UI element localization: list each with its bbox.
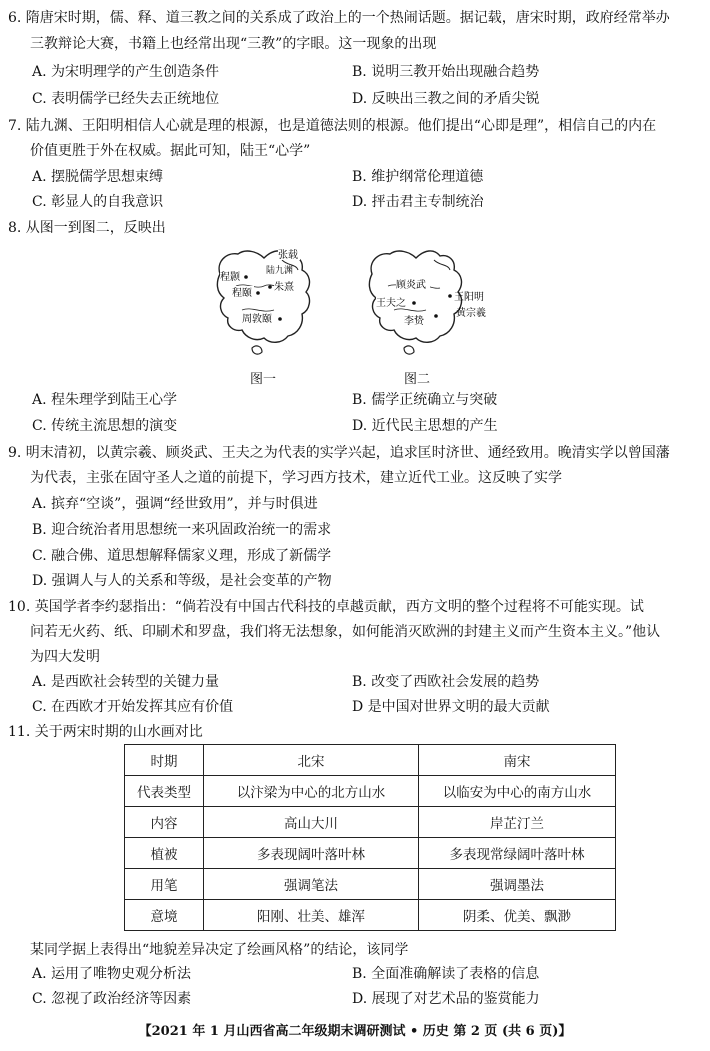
q11-after-text: 某同学据上表得出“地貌差异决定了绘画风格”的结论，该同学 bbox=[30, 942, 409, 958]
q8-option-b[interactable]: B. 儒学正统确立与突破 bbox=[352, 392, 498, 408]
map2-label-huangzongxi: 黄宗羲 bbox=[456, 308, 486, 319]
map1-label-chengyi: 程颐 bbox=[232, 288, 252, 299]
table-row bbox=[125, 838, 616, 869]
map1-label-zhoudunyi: 周敦颐 bbox=[242, 314, 272, 325]
table-header-cell: 南宋 bbox=[419, 745, 616, 776]
map-figure-2 bbox=[364, 240, 494, 362]
table-cell: 强调笔法 bbox=[204, 869, 419, 900]
q9-stem-line2: 为代表，主张在固守圣人之道的前提下，学习西方技术，建立近代工业。这反映了实学 bbox=[30, 470, 562, 486]
table-cell: 内容 bbox=[125, 807, 204, 838]
table-cell: 阴柔、优美、飘渺 bbox=[419, 900, 616, 931]
q6-stem-line1: 6. 隋唐宋时期，儒、释、道三教之间的关系成了政治上的一个热闹话题。据记载，唐宋时期，政府经常举办 bbox=[8, 10, 670, 26]
q9-option-d[interactable]: D. 强调人与人的关系和等级，是社会变革的产物 bbox=[32, 573, 332, 589]
table-header-cell: 北宋 bbox=[204, 745, 419, 776]
q11-stem: 11. 关于两宋时期的山水画对比 bbox=[8, 724, 203, 740]
table-header-cell: 时期 bbox=[125, 745, 204, 776]
q6-option-b[interactable]: B. 说明三教开始出现融合趋势 bbox=[352, 64, 540, 80]
table-cell: 以临安为中心的南方山水 bbox=[419, 776, 616, 807]
table-cell: 高山大川 bbox=[204, 807, 419, 838]
q7-option-c[interactable]: C. 彰显人的自我意识 bbox=[32, 194, 164, 210]
table-row bbox=[125, 807, 616, 838]
map2-label-guyanwu: 顾炎武 bbox=[396, 280, 426, 291]
q6-option-d[interactable]: D. 反映出三教之间的矛盾尖锐 bbox=[352, 91, 540, 107]
q7-stem-line1: 7. 陆九渊、王阳明相信人心就是理的根源，也是道德法则的根源。他们提出“心即是理”，相信自己的内在 bbox=[8, 118, 657, 134]
q7-option-b[interactable]: B. 维护纲常伦理道德 bbox=[352, 169, 484, 185]
q10-stem-line1: 10. 英国学者李约瑟指出：“倘若没有中国古代科技的卓越贡献，西方文明的整个过程将不可能实现。试 bbox=[8, 599, 644, 615]
table-cell: 意境 bbox=[125, 900, 204, 931]
table-cell: 植被 bbox=[125, 838, 204, 869]
map2-label-lizhi: 李贽 bbox=[404, 316, 424, 327]
table-cell: 多表现阔叶落叶林 bbox=[204, 838, 419, 869]
q9-stem-line1: 9. 明末清初，以黄宗羲、顾炎武、王夫之为代表的实学兴起，追求匡时济世、通经致用。晚清实学以曾国藩 bbox=[8, 445, 670, 461]
q10-option-b[interactable]: B. 改变了西欧社会发展的趋势 bbox=[352, 674, 540, 690]
q7-option-a[interactable]: A. 摆脱儒学思想束缚 bbox=[32, 169, 164, 185]
map2-caption: 图二 bbox=[404, 372, 431, 387]
map1-label-luxiuyuan: 陆九渊 bbox=[266, 266, 294, 276]
page-footer: 【2021 年 1 月山西省高二年级期末调研测试 • 历史 第 2 页 (共 6 页)】 bbox=[138, 1024, 572, 1039]
q10-stem-line3: 为四大发明 bbox=[30, 649, 100, 665]
q9-option-b[interactable]: B. 迎合统治者用思想统一来巩固政治统一的需求 bbox=[32, 522, 332, 538]
q8-stem: 8. 从图一到图二，反映出 bbox=[8, 220, 166, 236]
q8-option-c[interactable]: C. 传统主流思想的演变 bbox=[32, 418, 178, 434]
q11-option-c[interactable]: C. 忽视了政治经济等因素 bbox=[32, 991, 192, 1007]
q8-option-d[interactable]: D. 近代民主思想的产生 bbox=[352, 418, 498, 434]
q10-stem-line2: 问若无火药、纸、印刷术和罗盘，我们将无法想象，如何能消灭欧洲的封建主义而产生资本主义。”他认 bbox=[30, 624, 661, 640]
q11-option-b[interactable]: B. 全面准确解读了表格的信息 bbox=[352, 966, 540, 982]
q11-option-a[interactable]: A. 运用了唯物史观分析法 bbox=[32, 966, 192, 982]
table-row bbox=[125, 776, 616, 807]
map1-label-zhuxi: 朱熹 bbox=[274, 282, 294, 293]
q10-option-d[interactable]: D 是中国对世界文明的最大贡献 bbox=[352, 699, 550, 715]
q9-option-c[interactable]: C. 融合佛、道思想解释儒家义理，形成了新儒学 bbox=[32, 548, 332, 564]
table-header-row bbox=[125, 745, 616, 776]
table-cell: 以汴梁为中心的北方山水 bbox=[204, 776, 419, 807]
table-cell: 阳刚、壮美、雄浑 bbox=[204, 900, 419, 931]
map1-caption: 图一 bbox=[250, 372, 277, 387]
q8-option-a[interactable]: A. 程朱理学到陆王心学 bbox=[32, 392, 178, 408]
q6-option-c[interactable]: C. 表明儒学已经失去正统地位 bbox=[32, 91, 220, 107]
table-cell: 多表现常绿阔叶落叶林 bbox=[419, 838, 616, 869]
map-figure-1 bbox=[212, 240, 324, 362]
map1-label-zhangzai: 张载 bbox=[278, 250, 298, 261]
q7-option-d[interactable]: D. 抨击君主专制统治 bbox=[352, 194, 484, 210]
landscape-painting-table bbox=[124, 744, 616, 931]
map2-label-wangfuzhi: 王夫之 bbox=[376, 298, 406, 309]
map1-label-chenghao: 程颢 bbox=[220, 272, 240, 283]
q11-option-d[interactable]: D. 展现了对艺术品的鉴赏能力 bbox=[352, 991, 540, 1007]
q6-option-a[interactable]: A. 为宋明理学的产生创造条件 bbox=[32, 64, 220, 80]
q6-stem-line2: 三教辩论大赛，书籍上也经常出现“三教”的字眼。这一现象的出现 bbox=[30, 36, 437, 52]
q7-stem-line2: 价值更胜于外在权威。据此可知，陆王“心学” bbox=[30, 143, 311, 159]
table-row bbox=[125, 869, 616, 900]
table-cell: 用笔 bbox=[125, 869, 204, 900]
table-cell: 代表类型 bbox=[125, 776, 204, 807]
q10-option-a[interactable]: A. 是西欧社会转型的关键力量 bbox=[32, 674, 220, 690]
table-cell: 岸芷汀兰 bbox=[419, 807, 616, 838]
q9-option-a[interactable]: A. 摈弃“空谈”，强调“经世致用”，并与时俱进 bbox=[32, 496, 318, 512]
table-row bbox=[125, 900, 616, 931]
map2-label-wangyangming: 王阳明 bbox=[454, 292, 484, 303]
q10-option-c[interactable]: C. 在西欧才开始发挥其应有价值 bbox=[32, 699, 234, 715]
table-cell: 强调墨法 bbox=[419, 869, 616, 900]
